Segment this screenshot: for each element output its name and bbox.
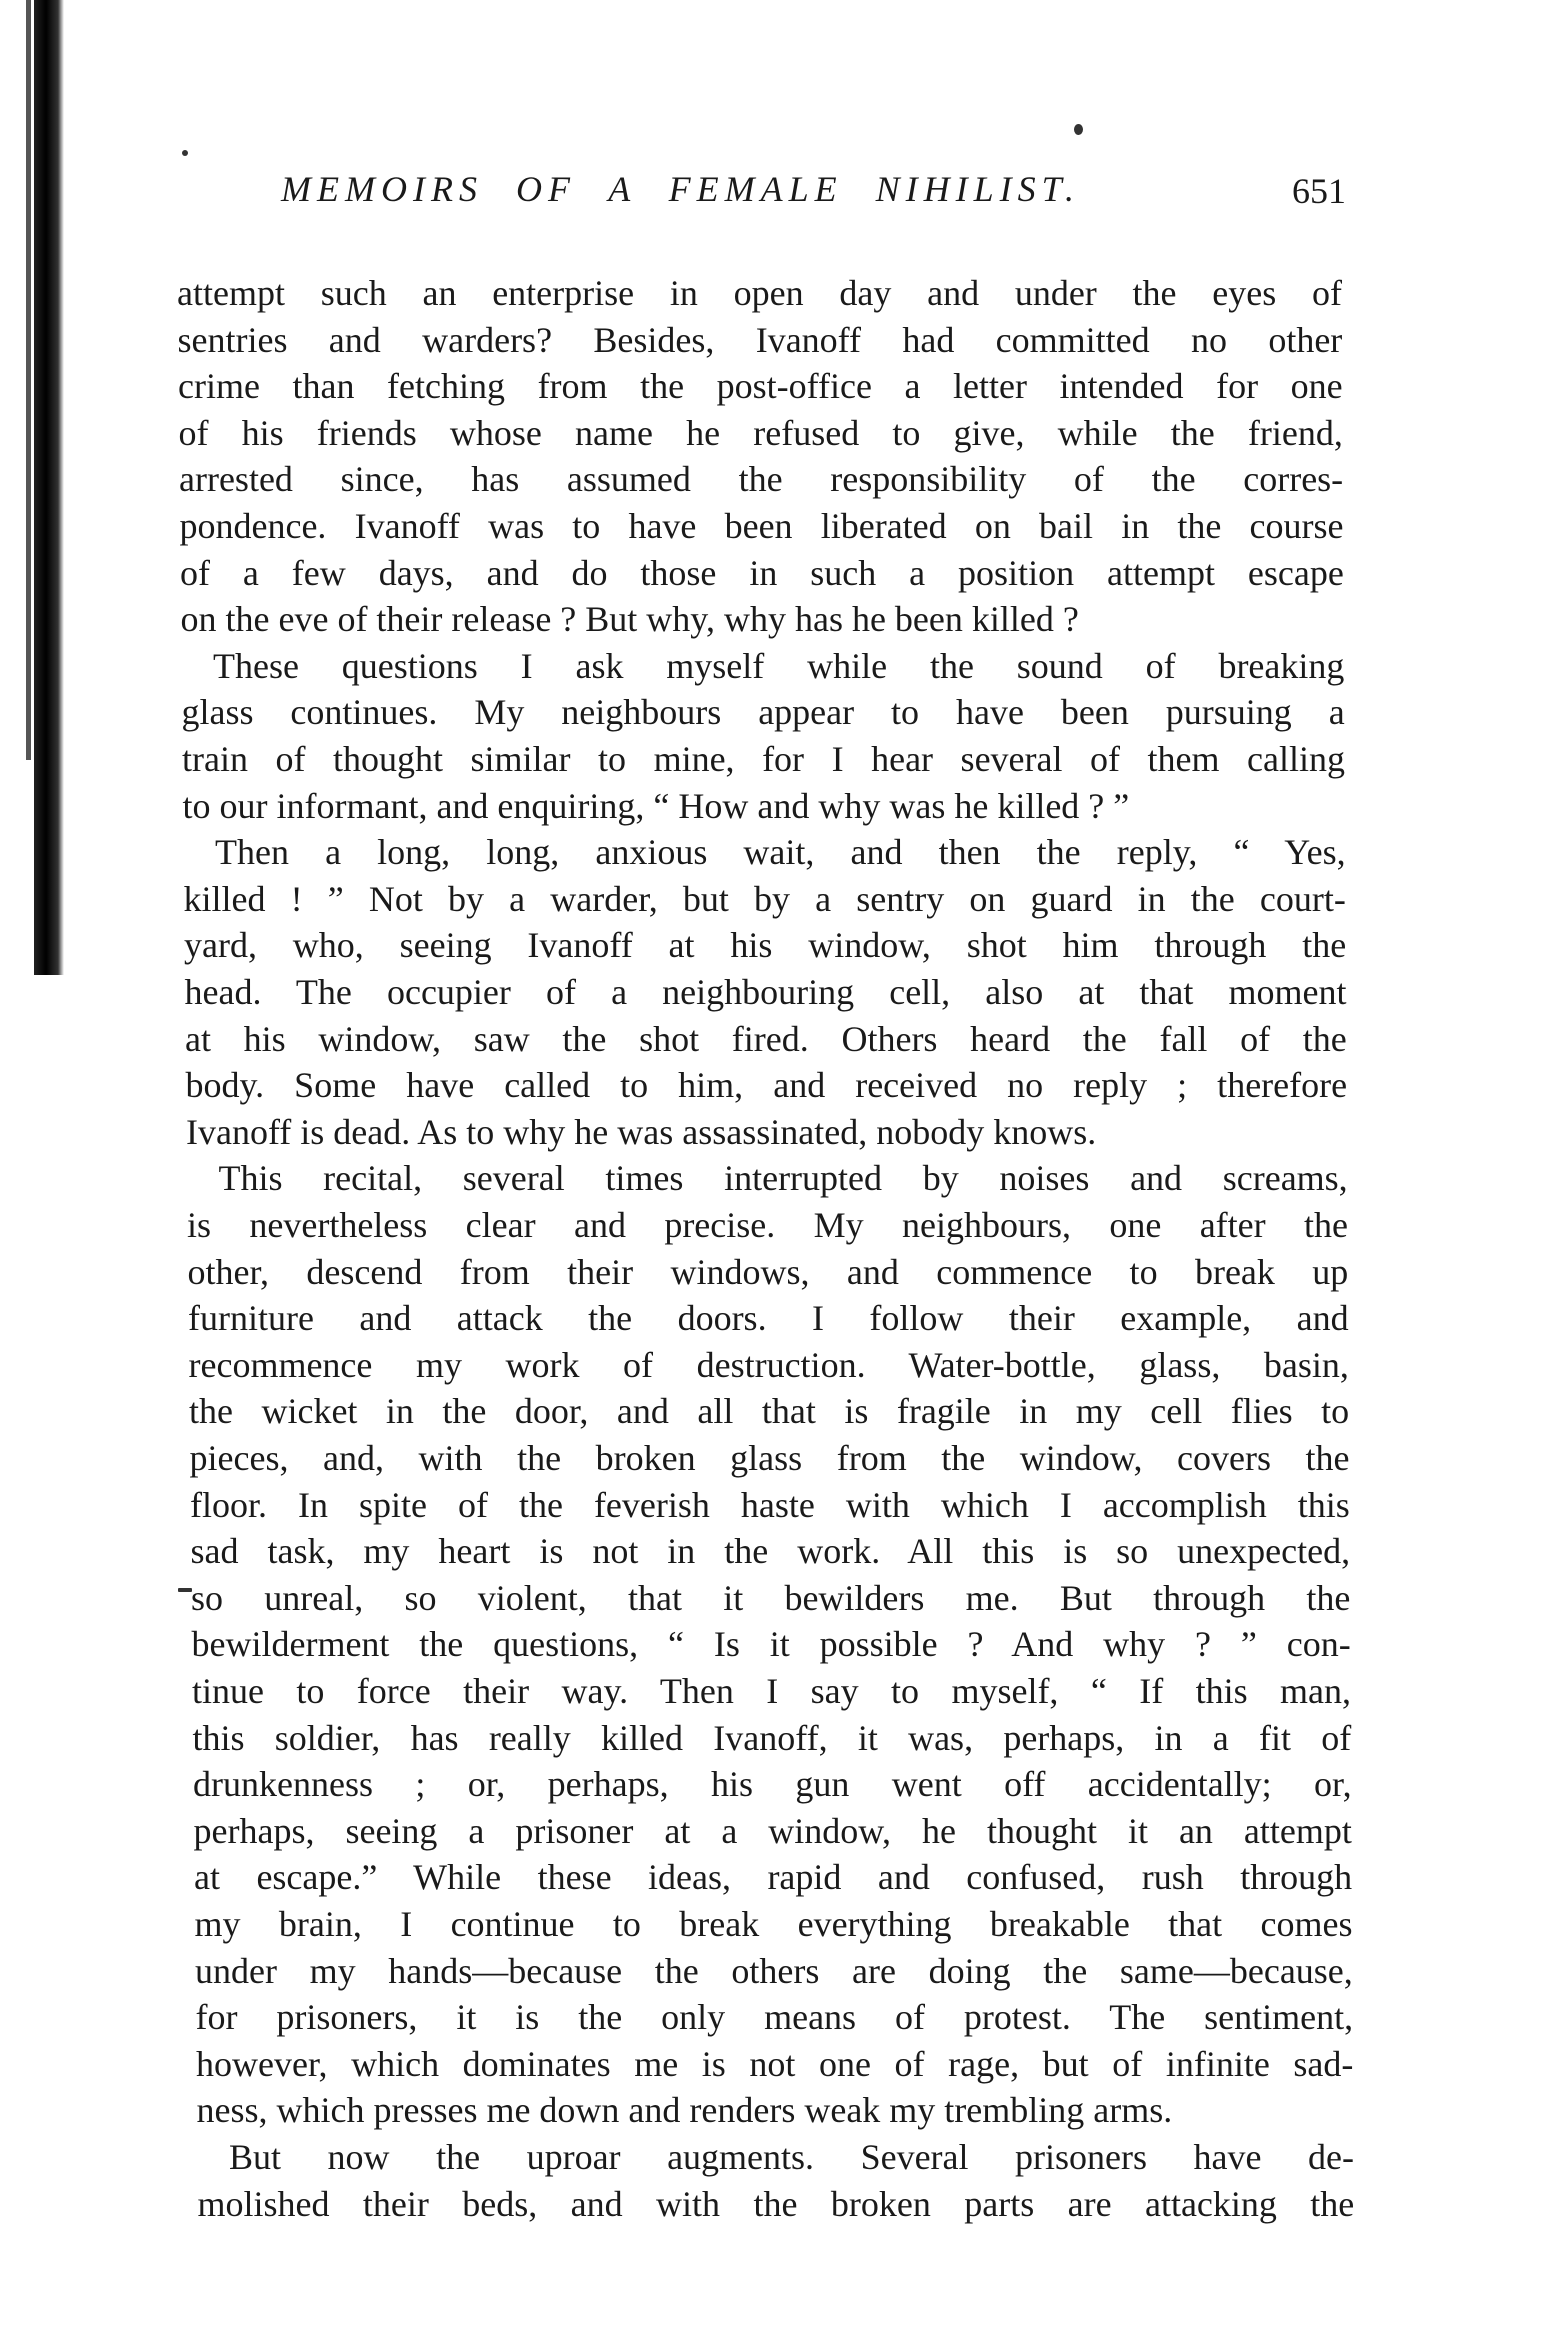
text-line: glass continues. My neighbours appear to have been pursuing a: [181, 692, 1345, 733]
text-line: perhaps, seeing a prisoner at a window, he thought it an attempt: [193, 1810, 1352, 1851]
text-line: to our informant, and enquiring, “ How and why was he killed ? ”: [182, 785, 1130, 826]
text-line: this soldier, has really killed Ivanoff, it was, perhaps, in a fit of: [192, 1717, 1352, 1758]
text-line: head. The occupier of a neighbouring cell, also at that moment: [184, 972, 1347, 1012]
page-number: 651: [1292, 171, 1346, 211]
text-line: at his window, saw the shot fired. Others heard the fall of the: [185, 1018, 1347, 1059]
text-line: is nevertheless clear and precise. My neighbours, one after the: [187, 1205, 1348, 1245]
text-line: of a few days, and do those in such a position attempt escape: [180, 552, 1344, 593]
text-line: recommence my work of destruction. Water-bottle, glass, basin,: [188, 1344, 1349, 1385]
text-line: tinue to force their way. Then I say to myself, “ If this man,: [192, 1671, 1351, 1711]
text-line: the wicket in the door, and all that is fragile in my cell flies to: [189, 1391, 1350, 1432]
text-line: other, descend from their windows, and commence to break up: [187, 1251, 1349, 1292]
text-line: furniture and attack the doors. I follow their example, and: [188, 1298, 1349, 1339]
scan-binding-edge-shadow: [26, 0, 31, 760]
text-line: Ivanoff is dead. As to why he was assassinated, nobody knows.: [186, 1111, 1097, 1152]
scan-speck: [1074, 124, 1083, 135]
text-line: Then a long, long, anxious wait, and then the reply, “ Yes,: [215, 832, 1346, 873]
text-line: however, which dominates me is not one of rage, but of infinite sad-: [196, 2043, 1354, 2084]
text-line: under my hands—because the others are doing the same—because,: [195, 1950, 1353, 1991]
text-line: This recital, several times interrupted by noises and screams,: [218, 1158, 1348, 1199]
text-line: attempt such an enterprise in open day and under the eyes of: [177, 273, 1342, 313]
text-line: sad task, my heart is not in the work. All this is so unexpected,: [190, 1531, 1351, 1572]
scan-binding-edge: [34, 0, 64, 975]
text-line: body. Some have called to him, and received no reply ; therefore: [185, 1065, 1348, 1106]
text-line: pieces, and, with the broken glass from the window, covers the: [189, 1438, 1350, 1478]
text-line: arrested since, has assumed the responsibility of the corres-: [179, 459, 1344, 500]
running-title: MEMOIRS OF A FEMALE NIHILIST.: [281, 169, 1080, 209]
text-line: But now the uproar augments. Several prisoners have de-: [229, 2137, 1354, 2177]
text-line: sentries and warders? Besides, Ivanoff had committed no other: [177, 319, 1343, 360]
text-line: pondence. Ivanoff was to have been liberated on bail in the course: [179, 506, 1344, 546]
text-line: ness, which presses me down and renders weak my trembling arms.: [196, 2090, 1173, 2131]
text-line: train of thought similar to mine, for I hear several of them calling: [182, 739, 1345, 779]
text-line: at escape.” While these ideas, rapid and confused, rush through: [194, 1857, 1353, 1898]
running-header: [281, 168, 1346, 218]
text-line: for prisoners, it is the only means of protest. The sentiment,: [195, 1997, 1354, 2038]
text-line: drunkenness ; or, perhaps, his gun went off accidentally; or,: [193, 1764, 1352, 1805]
text-line: molished their beds, and with the broken parts are attacking the: [197, 2183, 1355, 2224]
text-line: floor. In spite of the feverish haste with which I accomplish this: [190, 1484, 1350, 1525]
text-line: my brain, I continue to break everything breakable that comes: [194, 1904, 1353, 1944]
text-line: so unreal, so violent, that it bewilders me. But through the: [191, 1577, 1351, 1618]
text-line: on the eve of their release ? But why, why has he been killed ?: [180, 599, 1079, 640]
text-line: of his friends whose name he refused to give, while the friend,: [178, 412, 1343, 453]
text-line: yard, who, seeing Ivanoff at his window, shot him through the: [184, 925, 1347, 966]
text-line: crime than fetching from the post-office a letter intended for one: [178, 366, 1343, 407]
scan-speck: [178, 1588, 192, 1592]
text-line: killed ! ” Not by a warder, but by a sentry on guard in the court-: [183, 878, 1346, 919]
text-line: These questions I ask myself while the sound of breaking: [213, 645, 1345, 686]
scan-speck: [182, 150, 188, 156]
text-line: bewilderment the questions, “ Is it possible ? And why ? ” con-: [191, 1624, 1351, 1665]
